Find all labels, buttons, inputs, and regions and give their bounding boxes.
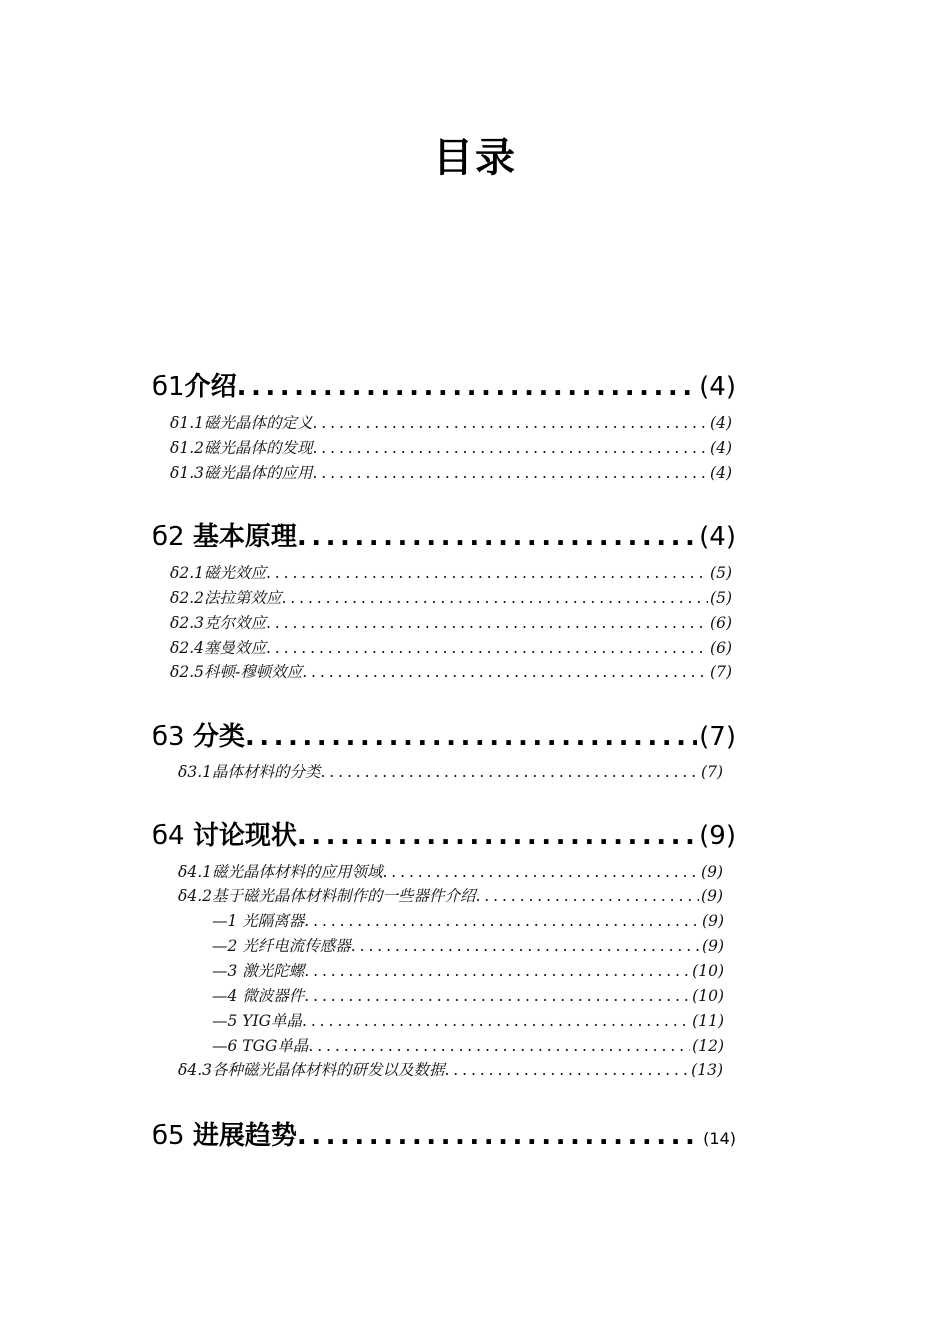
dot-leader (304, 960, 690, 982)
toc-section-2-1[interactable] (170, 562, 732, 584)
page-number: (9) (699, 821, 736, 851)
page-title: 目录 (433, 135, 517, 181)
toc-chapter-4[interactable] (152, 819, 736, 853)
dot-leader (297, 819, 697, 853)
toc-section-4-3[interactable] (178, 1059, 723, 1081)
section-label: δ4.3各种磁光晶体材料的研发以及数据 (178, 1061, 445, 1079)
page-number: (9) (702, 912, 724, 930)
dot-leader (266, 637, 708, 659)
dot-leader (312, 412, 708, 434)
section-label: δ2.4塞曼效应 (170, 639, 266, 657)
section-label: —5 YIG单晶 (212, 1012, 303, 1030)
section-label: δ2.2法拉第效应 (170, 589, 282, 607)
dot-leader (304, 985, 690, 1007)
page-number: (4) (699, 372, 736, 402)
page-number: (10) (692, 987, 724, 1005)
dot-leader (302, 661, 708, 683)
toc-section-3-1[interactable] (178, 761, 723, 783)
section-label: δ3.1晶体材料的分类 (178, 763, 321, 781)
toc-section-1-3[interactable] (170, 462, 732, 484)
page-number: (14) (703, 1129, 736, 1148)
page-number: (7) (701, 763, 723, 781)
toc-item-4-2-4[interactable] (212, 985, 724, 1007)
page-number: (9) (701, 887, 723, 905)
dot-leader (382, 861, 699, 883)
dot-leader (475, 885, 699, 907)
page-number: (12) (692, 1037, 724, 1055)
dot-leader (444, 1059, 689, 1081)
dot-leader (304, 910, 700, 932)
page-number: (13) (691, 1061, 723, 1079)
toc-section-1-1[interactable] (170, 412, 732, 434)
section-label: δ2.1磁光效应 (170, 564, 266, 582)
toc-section-2-2[interactable] (170, 587, 732, 609)
page-number: (10) (692, 962, 724, 980)
chapter-label: б3 分类 (152, 722, 245, 752)
page-number: (7) (710, 663, 732, 681)
page-number: (4) (710, 464, 732, 482)
section-label: —3 激光陀螺 (212, 962, 305, 980)
page-number: (4) (699, 522, 736, 552)
toc-item-4-2-5[interactable] (212, 1010, 724, 1032)
toc-section-1-2[interactable] (170, 437, 732, 459)
toc-chapter-1[interactable] (152, 370, 736, 404)
toc-item-4-2-1[interactable] (212, 910, 724, 932)
section-label: —6 TGG单晶 (212, 1037, 309, 1055)
page-number: (5) (710, 589, 732, 607)
chapter-label: б2 基本原理 (152, 522, 297, 552)
dot-leader (312, 462, 708, 484)
dot-leader (297, 1119, 701, 1153)
section-label: δ1.3磁光晶体的应用 (170, 464, 313, 482)
section-label: δ1.2磁光晶体的发现 (170, 439, 313, 457)
page-number: (4) (710, 439, 732, 457)
toc-section-4-2[interactable] (178, 885, 723, 907)
toc-section-2-4[interactable] (170, 637, 732, 659)
toc-item-4-2-6[interactable] (212, 1035, 724, 1057)
section-label: —1 光隔离器 (212, 912, 305, 930)
toc-chapter-3[interactable] (152, 720, 736, 754)
section-label: δ2.5科顿-穆顿效应 (170, 663, 303, 681)
section-label: δ2.3克尔效应 (170, 614, 266, 632)
dot-leader (312, 437, 708, 459)
page-number: (6) (710, 614, 732, 632)
dot-leader (266, 612, 708, 634)
dot-leader (245, 720, 697, 754)
toc-section-2-3[interactable] (170, 612, 732, 634)
page-number: (5) (710, 564, 732, 582)
dot-leader (237, 370, 698, 404)
toc-item-4-2-2[interactable] (212, 935, 724, 957)
page-number: (9) (701, 863, 723, 881)
toc-chapter-2[interactable] (152, 520, 736, 554)
dot-leader (320, 761, 699, 783)
section-label: δ4.1磁光晶体材料的应用领域 (178, 863, 383, 881)
chapter-label: б1介绍 (152, 372, 237, 402)
dot-leader (351, 935, 700, 957)
toc-item-4-2-3[interactable] (212, 960, 724, 982)
section-label: —2 光纤电流传感器 (212, 937, 351, 955)
section-label: —4 微波器件 (212, 987, 305, 1005)
section-label: δ4.2基于磁光晶体材料制作的一些器件介绍 (178, 887, 476, 905)
page-number: (9) (702, 937, 724, 955)
dot-leader (297, 520, 697, 554)
dot-leader (308, 1035, 690, 1057)
chapter-label: б4 讨论现状 (152, 821, 297, 851)
section-label: δ1.1磁光晶体的定义 (170, 414, 313, 432)
page-number: (7) (699, 722, 736, 752)
page-number: (11) (692, 1012, 724, 1030)
page-number: (4) (710, 414, 732, 432)
toc-section-2-5[interactable] (170, 661, 732, 683)
dot-leader (302, 1010, 690, 1032)
toc-chapter-5[interactable] (152, 1119, 736, 1153)
toc-section-4-1[interactable] (178, 861, 723, 883)
chapter-label: б5 进展趋势 (152, 1121, 297, 1151)
dot-leader (266, 562, 708, 584)
page-number: (6) (710, 639, 732, 657)
dot-leader (281, 587, 708, 609)
